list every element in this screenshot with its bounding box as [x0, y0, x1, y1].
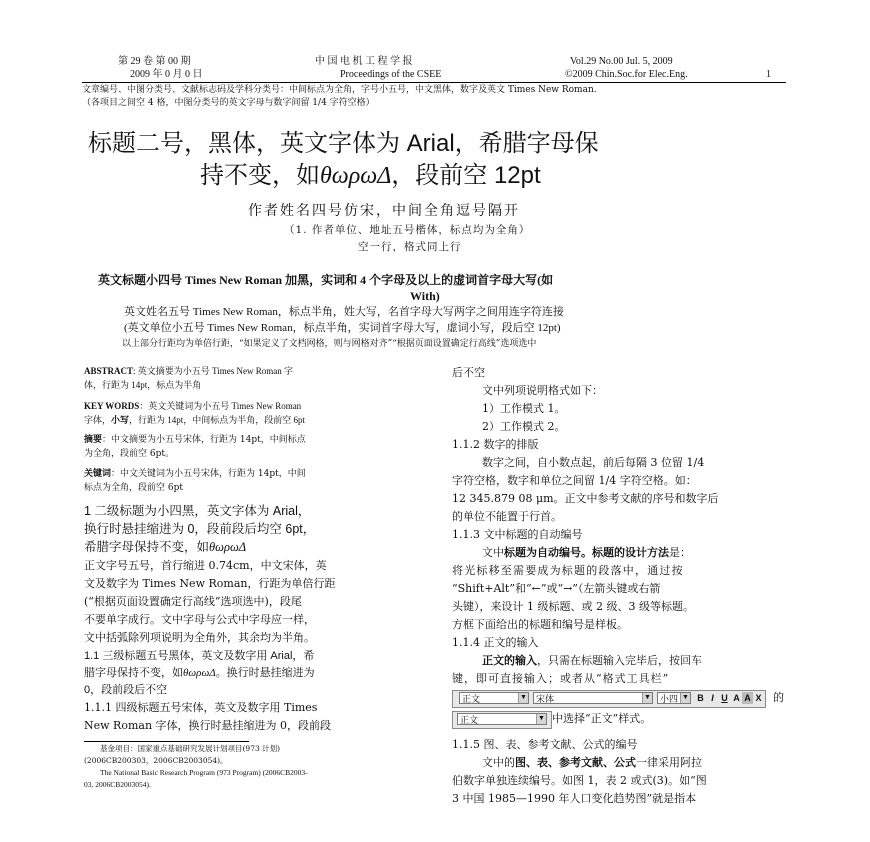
heading-1-1-2: 1.1.2 数字的排版	[452, 438, 539, 451]
body1-line3: (“根据页面设置确定行高线”选项选中)，段尾	[84, 595, 302, 608]
keywords-line1	[84, 401, 301, 412]
right-line15: 键，即可直接输入；或者从“格式工具栏”	[452, 672, 670, 685]
right-line13: 方框下面给出的标题和编号是样板。	[452, 618, 628, 631]
journal-name-zh: 中 国 电 机 工 程 学 报	[315, 56, 413, 67]
r18-b: 图、表、参考文献、公式	[515, 756, 636, 769]
list-item-2: 2）工作模式 2。	[482, 420, 566, 433]
zh-keywords-text: ：中文关键词为小五号宋体，行距为 14pt，中间	[111, 469, 306, 479]
chevron-down-icon: ▼	[536, 714, 546, 724]
chevron-down-icon: ▼	[642, 693, 652, 703]
keywords-text: ：英文关键词为小五号 Times New Roman	[139, 401, 302, 411]
sec1-greek: θωρωΔ	[209, 540, 247, 554]
zh-keywords-label: 关键词	[84, 469, 112, 479]
top-note-line1: 文章编号、中图分类号、文献标志码及学科分类号：中间标点为全角，字号小五号，中文黑体，数字及英文 Times New Roman.	[82, 85, 597, 95]
title-greek: θωρωΔ	[320, 163, 392, 189]
heading-1-1-4: 1.1.4 正文的输入	[452, 636, 539, 649]
sec11-text-b: 。换行时悬挂缩进为	[215, 667, 315, 679]
paper-title-line1: 标题二号，黑体，英文字体为 Arial，希腊字母保	[88, 130, 599, 157]
style-select-2[interactable]	[457, 713, 547, 725]
right-line8: 的单位不能置于行首。	[452, 510, 562, 523]
right-line7: 12 345.879 08 μm。正文中参考文献的序号和数字后	[452, 492, 719, 505]
en-author: 英文姓名五号 Times New Roman，标点半角，姓大写，名首字母大写两字之间用连字符连接	[124, 306, 564, 318]
en-title-line1: 英文标题小四号 Times New Roman 加黑，实词和 4 个字母及以上的虚词首字母大写(如	[98, 273, 554, 287]
r18-a: 文中的	[482, 756, 515, 769]
right-line19: 伯数字单独连续编号。如图 1，表 2 或式(3)。如“图	[452, 774, 707, 787]
section1-heading-line3	[84, 538, 246, 556]
zh-abstract-line2: 为全角，段前空 6pt。	[84, 449, 174, 459]
italic-button[interactable]: I	[711, 693, 714, 703]
keywords-label: KEY WORDS	[84, 401, 140, 411]
char-border-button[interactable]: A	[733, 693, 740, 703]
zh-abstract-label: 摘要	[84, 435, 103, 445]
body1-line1: 正文字号五号，首行缩进 0.74cm，中文宋体，英	[84, 559, 327, 572]
section1-heading-line1: 1 二级标题为小四黑，英文字体为 Arial，	[84, 504, 311, 518]
char-scale-button[interactable]: X	[755, 693, 762, 703]
style-select-2-value: 正文	[460, 715, 479, 725]
zh-keywords-line1	[84, 469, 306, 480]
kw-b: 小写	[111, 415, 130, 425]
format-toolbar	[452, 690, 766, 708]
abstract-line1	[84, 366, 293, 377]
zh-abstract-line1	[84, 435, 306, 446]
fund-line4: 03, 2006CB2003054).	[84, 780, 151, 789]
r14-b: ，只需在标题输入完毕后，按回车	[537, 654, 702, 667]
size-select-value: 小四	[660, 694, 679, 704]
abstract-label: ABSTRACT	[84, 366, 134, 376]
right-line14	[482, 653, 702, 668]
bold-button[interactable]: B	[697, 693, 704, 703]
fund-line2: (2006CB200303，2006CB2003054)。	[84, 756, 228, 765]
style-select-value: 正文	[462, 694, 481, 704]
right-line5: 数字之间，自小数点起，前后每隔 3 位留 1/4	[482, 456, 705, 469]
section11-heading-line2	[84, 665, 315, 682]
right-line12: 头键），来设计 1 级标题、或 2 级、3 级等标题。	[452, 600, 694, 613]
heading-1-1-5: 1.1.5 图、表、参考文献、公式的编号	[452, 738, 638, 751]
underline-button[interactable]: U	[721, 693, 728, 703]
body1-line2: 文及数字为 Times New Roman，行距为单倍行距	[84, 577, 336, 590]
affiliation: （1. 作者单位、地址五号楷体，标点均为全角）	[284, 224, 531, 236]
en-title-line2: With)	[410, 289, 440, 303]
heading-1-1-3: 1.1.3 文中标题的自动编号	[452, 528, 583, 541]
title-text-a: 持不变，如	[200, 162, 320, 189]
abstract-text: : 英文摘要为小五号 Times New Roman 字	[133, 366, 293, 376]
top-note-line2: （各项目之间空 4 格，中图分类号的英文字母与数字间留 1/4 字符空格）	[82, 98, 375, 108]
right-line16: 的	[773, 691, 784, 704]
fund-line1: 基金项目：国家重点基础研究发展计划项目(973 计划)	[100, 744, 281, 753]
kw-c: ，行距为 14pt，中间标点为半角，段前空 6pt	[129, 415, 306, 425]
section111-line2: New Roman 字体，换行时悬挂缩进为 0，段前段	[84, 719, 332, 732]
sec11-text-a: 腊字母保持不变，如	[84, 667, 183, 679]
sec1-text: 希腊字母保持不变，如	[84, 540, 210, 554]
zh-abstract-text: ：中文摘要为小五号宋体，行距为 14pt，中间标点	[102, 435, 306, 445]
right-line17: 中选择“正文”样式。	[552, 712, 652, 725]
sec11-greek: θωρωΔ	[183, 667, 216, 679]
copyright: ©2009 Chin.Soc.for Elec.Eng.	[565, 69, 688, 80]
size-select[interactable]	[657, 692, 691, 704]
title-text-b: ，段前空 12pt	[391, 162, 541, 189]
body1-line5: 文中括弧除列项说明为全角外，其余均为半角。	[84, 631, 315, 644]
blank-line-note: 空一行，格式同上行	[358, 241, 462, 253]
footnote-rule	[84, 741, 249, 742]
font-select[interactable]	[533, 692, 653, 704]
font-select-value: 宋体	[536, 694, 555, 704]
section11-heading-line1: 1.1 三级标题五号黑体，英文及数字用 Arial，希	[84, 650, 315, 662]
abstract-line2: 体，行距为 14pt，标点为半角	[84, 380, 202, 390]
journal-name-en: Proceedings of the CSEE	[340, 69, 442, 80]
keywords-line2	[84, 415, 305, 426]
style-toolbar	[452, 711, 552, 729]
right-line20: 3 中国 1985—1990 年人口变化趋势图”就是指本	[452, 792, 697, 805]
journal-volume-en: Vol.29 No.00 Jul. 5, 2009	[570, 56, 673, 67]
r9-c: 是：	[669, 546, 691, 559]
r9-b: 标题为自动编号。标题的设计方法	[504, 546, 669, 559]
char-shading-button[interactable]: A	[742, 692, 753, 704]
journal-date: 2009 年 0 月 0 日	[130, 69, 203, 80]
right-line9	[482, 545, 691, 560]
journal-volume: 第 29 卷 第 00 期	[118, 56, 191, 67]
fund-line3: The National Basic Research Program (973 Program) (2006CB2003-	[100, 768, 308, 777]
chevron-down-icon: ▼	[680, 693, 690, 703]
header-rule	[82, 82, 786, 83]
section11-heading-line3: 0，段前段后不空	[84, 684, 168, 696]
right-line11: “Shift+Alt”和“←”或“→”（左箭头键或右箭	[452, 582, 661, 595]
style-select[interactable]	[459, 692, 529, 704]
r18-c: 一律采用阿拉	[636, 756, 702, 769]
authors: 作者姓名四号仿宋，中间全角逗号隔开	[248, 203, 520, 219]
right-line1: 后不空	[452, 366, 485, 379]
layout-note: 以上部分行距均为单倍行距，“如果定义了文档网格，则与网格对齐”“根据页面设置确定行高线”选项选中	[122, 339, 537, 349]
r9-a: 文中	[482, 546, 504, 559]
right-line2: 文中列项说明格式如下：	[482, 384, 603, 397]
paper-title-line2	[200, 160, 541, 192]
right-line18	[482, 755, 702, 770]
r14-a: 正文的输入	[482, 654, 537, 667]
body1-line4: 不要单字成行。文中字母与公式中字母应一样，	[84, 613, 315, 626]
chevron-down-icon: ▼	[518, 693, 528, 703]
en-affiliation: (英文单位小五号 Times New Roman，标点半角，实词首字母大写，虚词小写，段后空 12pt)	[124, 322, 561, 334]
page-number: 1	[766, 69, 771, 80]
right-line6: 字符空格，数字和单位之间留 1/4 字符空格。如：	[452, 474, 697, 487]
section111-line1: 1.1.1 四级标题五号宋体，英文及数字用 Times	[84, 701, 318, 714]
section1-heading-line2: 换行时悬挂缩进为 0，段前段后均空 6pt，	[84, 522, 316, 536]
right-line10: 将光标移至需要成为标题的段落中，通过按	[452, 564, 684, 577]
kw-a: 字体，	[84, 415, 112, 425]
zh-keywords-line2: 标点为全角，段前空 6pt	[84, 483, 183, 493]
list-item-1: 1）工作模式 1。	[482, 402, 566, 415]
